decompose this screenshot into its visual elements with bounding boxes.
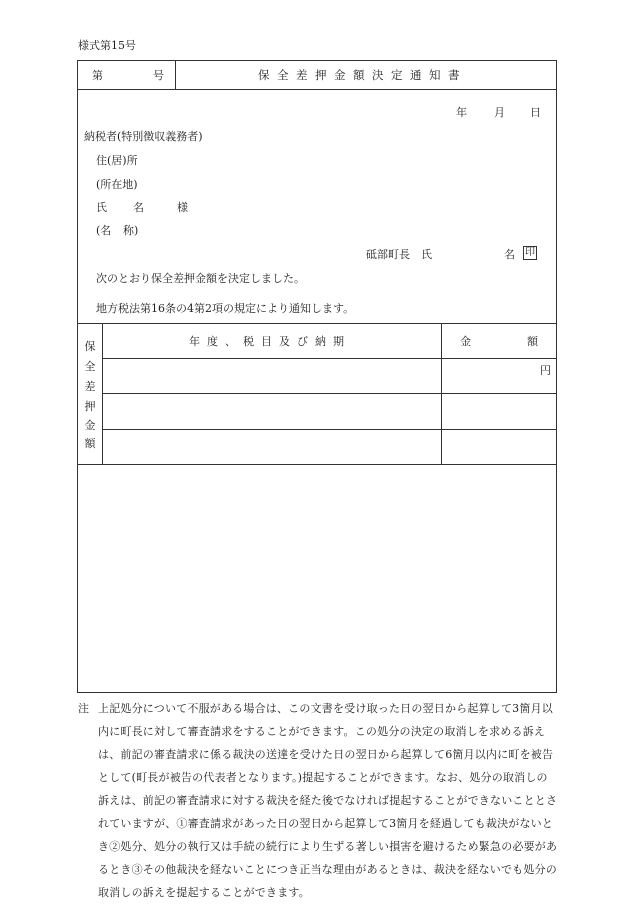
- table-row-divider: [102, 429, 557, 430]
- issuer-name-label: 名: [504, 248, 515, 261]
- seal-icon: 印: [525, 247, 535, 258]
- form-frame: [77, 60, 557, 693]
- header-divider: [77, 89, 557, 90]
- side-label-char: 金: [84, 419, 96, 432]
- header-number-divider: [175, 60, 176, 89]
- table-top-border: [77, 323, 557, 324]
- number-label-second: 号: [153, 69, 164, 82]
- form-number: 様式第15号: [78, 39, 136, 52]
- statement-legal-basis: 地方税法第16条の4第2項の規定により通知します。: [96, 302, 355, 315]
- official-seal-mark: [523, 245, 537, 260]
- table-row-divider: [102, 393, 557, 394]
- document-title: 保全差押金額決定通知書: [258, 68, 467, 82]
- date-year: 年: [456, 106, 467, 119]
- address-label: 住(居)所: [96, 154, 138, 167]
- taxpayer-label: 納税者(特別徴収義務者): [84, 130, 203, 143]
- name-label-first: 氏: [96, 201, 107, 214]
- name-label-second: 名: [133, 201, 144, 214]
- column-header-amount-second: 額: [527, 335, 538, 348]
- entity-label-first: (名: [96, 224, 112, 237]
- side-label-char: 保: [84, 340, 96, 353]
- statement-decided: 次のとおり保全差押金額を決定しました。: [96, 272, 305, 285]
- table-header-divider: [102, 358, 557, 359]
- honorific-sama: 様: [177, 201, 188, 214]
- location-label: (所在地): [96, 178, 138, 191]
- entity-label-second: 称): [123, 224, 139, 237]
- date-month: 月: [494, 106, 505, 119]
- side-label-char: 全: [84, 360, 96, 373]
- issuer-title: 砥部町長 氏: [366, 248, 432, 261]
- note-lead: 注: [78, 702, 89, 715]
- note-text: 上記処分について不服がある場合は、この文書を受け取った日の翌日から起算して3箇月以内に町長に対して審査請求をすることができます。この処分の決定の取消しを求める訴えは、前記の審査請求に係る裁決の送達を受けた日の翌日から起算して6箇月以内に町を被告として(町長が被告の代表者となります。)提起することができます。なお、処分の取消しの訴えは、前記の審査請求に対する裁決を経た後でなければ提起することができないこととされていますが、①審査請求があった日の翌日から起算して3箇月を経過しても裁決がないとき②処分、処分の執行又は手続の続行により生ずる著しい損害を避けるため緊急の必要があるとき③その他裁決を経ないことにつき正当な理由があるときは、裁決を経ないでも処分の取消しの訴えを提起することができます。: [98, 702, 558, 899]
- column-header-period: 年度、税目及び納期: [189, 335, 351, 348]
- column-header-amount-first: 金: [460, 335, 471, 348]
- date-day: 日: [530, 106, 541, 119]
- number-label-first: 第: [92, 69, 103, 82]
- amount-unit-yen: 円: [540, 364, 551, 377]
- side-label-char: 押: [84, 400, 96, 413]
- table-bottom-border: [77, 464, 557, 465]
- side-label-char: 差: [84, 380, 96, 393]
- appeal-note: [78, 697, 558, 904]
- side-label-char: 額: [84, 437, 96, 450]
